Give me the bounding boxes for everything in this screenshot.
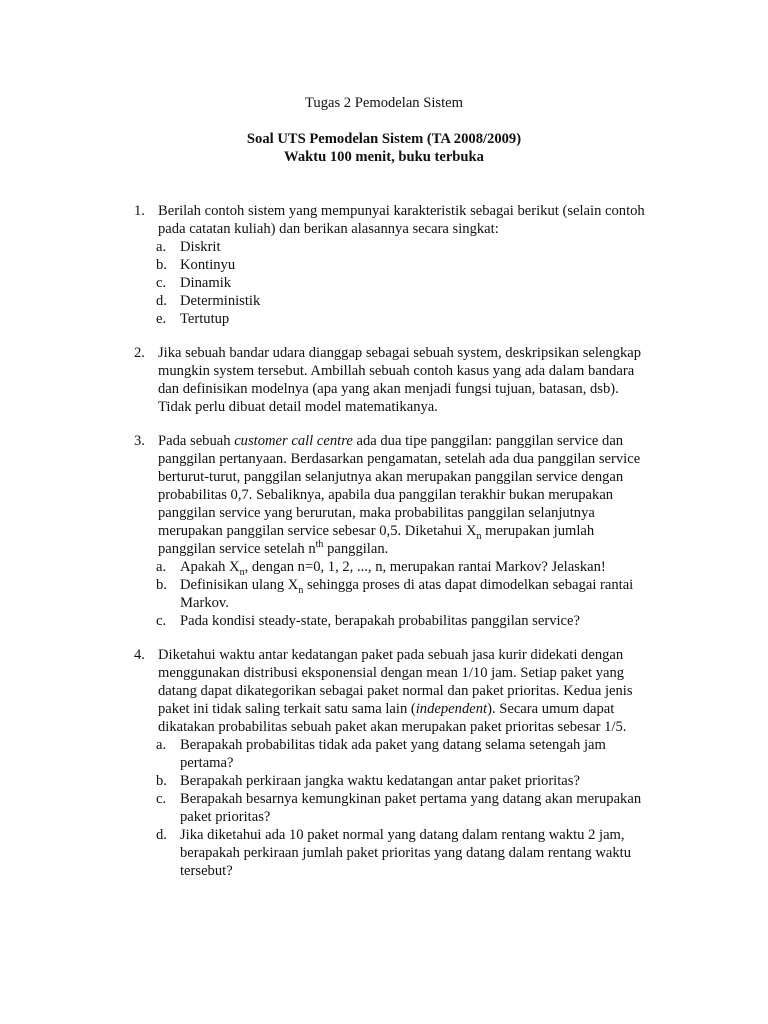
item-text: Deterministik [180,293,261,309]
item-letter: c. [156,275,167,291]
item-letter: a. [156,737,167,753]
item-text: Jika diketahui ada 10 paket normal yang datang dalam rentang waktu 2 jam, berapakah perkiraan jumlah paket prioritas yang datang dalam rentang waktu tersebut? [180,827,632,879]
exam-subtitle: Waktu 100 menit, buku terbuka [284,149,484,165]
question-text: Berilah contoh sistem yang mempunyai karakteristik sebagai berikut (selain contoh pada catatan kuliah) dan berikan alasannya secara singkat: [158,203,645,237]
item-letter: b. [156,773,167,789]
list-item [156,274,654,292]
question-number: 1. [134,203,145,219]
item-letter: a. [156,559,167,575]
item-letter: a. [156,239,167,255]
list-item [156,576,654,612]
item-text: Pada kondisi steady-state, berapakah probabilitas panggilan service? [180,613,580,629]
question-text: Diketahui waktu antar kedatangan paket pada sebuah jasa kurir didekati dengan menggunakan distribusi eksponensial dengan mean 1/10 jam. Setiap paket yang datang dapat dikategorikan sebagai paket normal dan paket prioritas. Kedua jenis paket ini tidak saling terkait satu sama lain (independent). Secara umum dapat dikatakan probabilitas sebuah paket akan merupakan paket prioritas sebesar 1/5. [158,647,633,735]
item-text: Diskrit [180,239,221,255]
list-item [156,558,654,578]
exam-title: Soal UTS Pemodelan Sistem (TA 2008/2009) [246,131,522,147]
item-text: Kontinyu [180,257,236,273]
list-item [156,238,654,256]
question-text: Jika sebuah bandar udara dianggap sebagai sebuah system, deskripsikan selengkap mungkin system tersebut. Ambillah sebuah contoh kasus yang ada dalam bandara dan definisikan modelnya (apa yang akan menjadi fungsi tujuan, batasan, dsb). Tidak perlu dibuat detail model matematikanya. [158,345,642,415]
item-text: Berapakah perkiraan jangka waktu kedatangan antar paket prioritas? [180,773,580,789]
list-item [156,256,654,274]
item-letter: d. [156,293,167,309]
item-text: Tertutup [180,311,230,327]
question-4 [134,646,654,880]
item-text: Dinamik [180,275,232,291]
question-3 [134,432,654,630]
emphasis-term: customer call centre [234,433,353,449]
item-letter: c. [156,791,167,807]
item-text: Berapakah besarnya kemungkinan paket pertama yang datang akan merupakan paket prioritas? [180,791,642,825]
emphasis-term: independent [415,701,488,717]
item-text: Apakah $X_n$, dengan n=0, 1, 2, ..., n, merupakan rantai Markov? Jelaskan! [180,559,606,578]
item-letter: d. [156,827,167,843]
question-number: 2. [134,345,145,361]
question-2 [134,344,654,416]
item-letter: b. [156,577,167,593]
list-item [156,736,654,772]
question-1 [134,202,654,328]
item-letter: b. [156,257,167,273]
item-letter: e. [156,311,167,327]
question-number: 3. [134,433,145,449]
item-text: Berapakah probabilitas tidak ada paket yang datang selama setengah jam pertama? [180,737,606,771]
question-number: 4. [134,647,145,663]
item-letter: c. [156,613,167,629]
question-text: Pada sebuah customer call centre ada dua tipe panggilan: panggilan service dan panggilan pertanyaan. Berdasarkan pengamatan, setelah ada dua panggilan service berturut-turut, panggilan selanjutnya akan merupakan panggilan service dengan probabilitas 0,7. Sebaliknya, apabila dua panggilan terakhir bukan merupakan panggilan service yang berurutan, maka probabilitas panggilan selanjutnya merupakan panggilan service sebesar 0,5. Diketahui $X_n$ merupakan jumlah panggilan service setelah $n^{th}$ panggilan. [158,433,641,557]
document-title: Tugas 2 Pemodelan Sistem [305,95,463,111]
item-text: Definisikan ulang $X_n$ sehingga proses di atas dapat dimodelkan sebagai rantai Markov. [180,577,634,611]
list-item [156,310,654,328]
list-item [156,790,654,826]
list-item [156,292,654,310]
exam-heading [0,130,768,166]
list-item [156,826,654,880]
list-item [156,612,654,630]
list-item [156,772,654,790]
